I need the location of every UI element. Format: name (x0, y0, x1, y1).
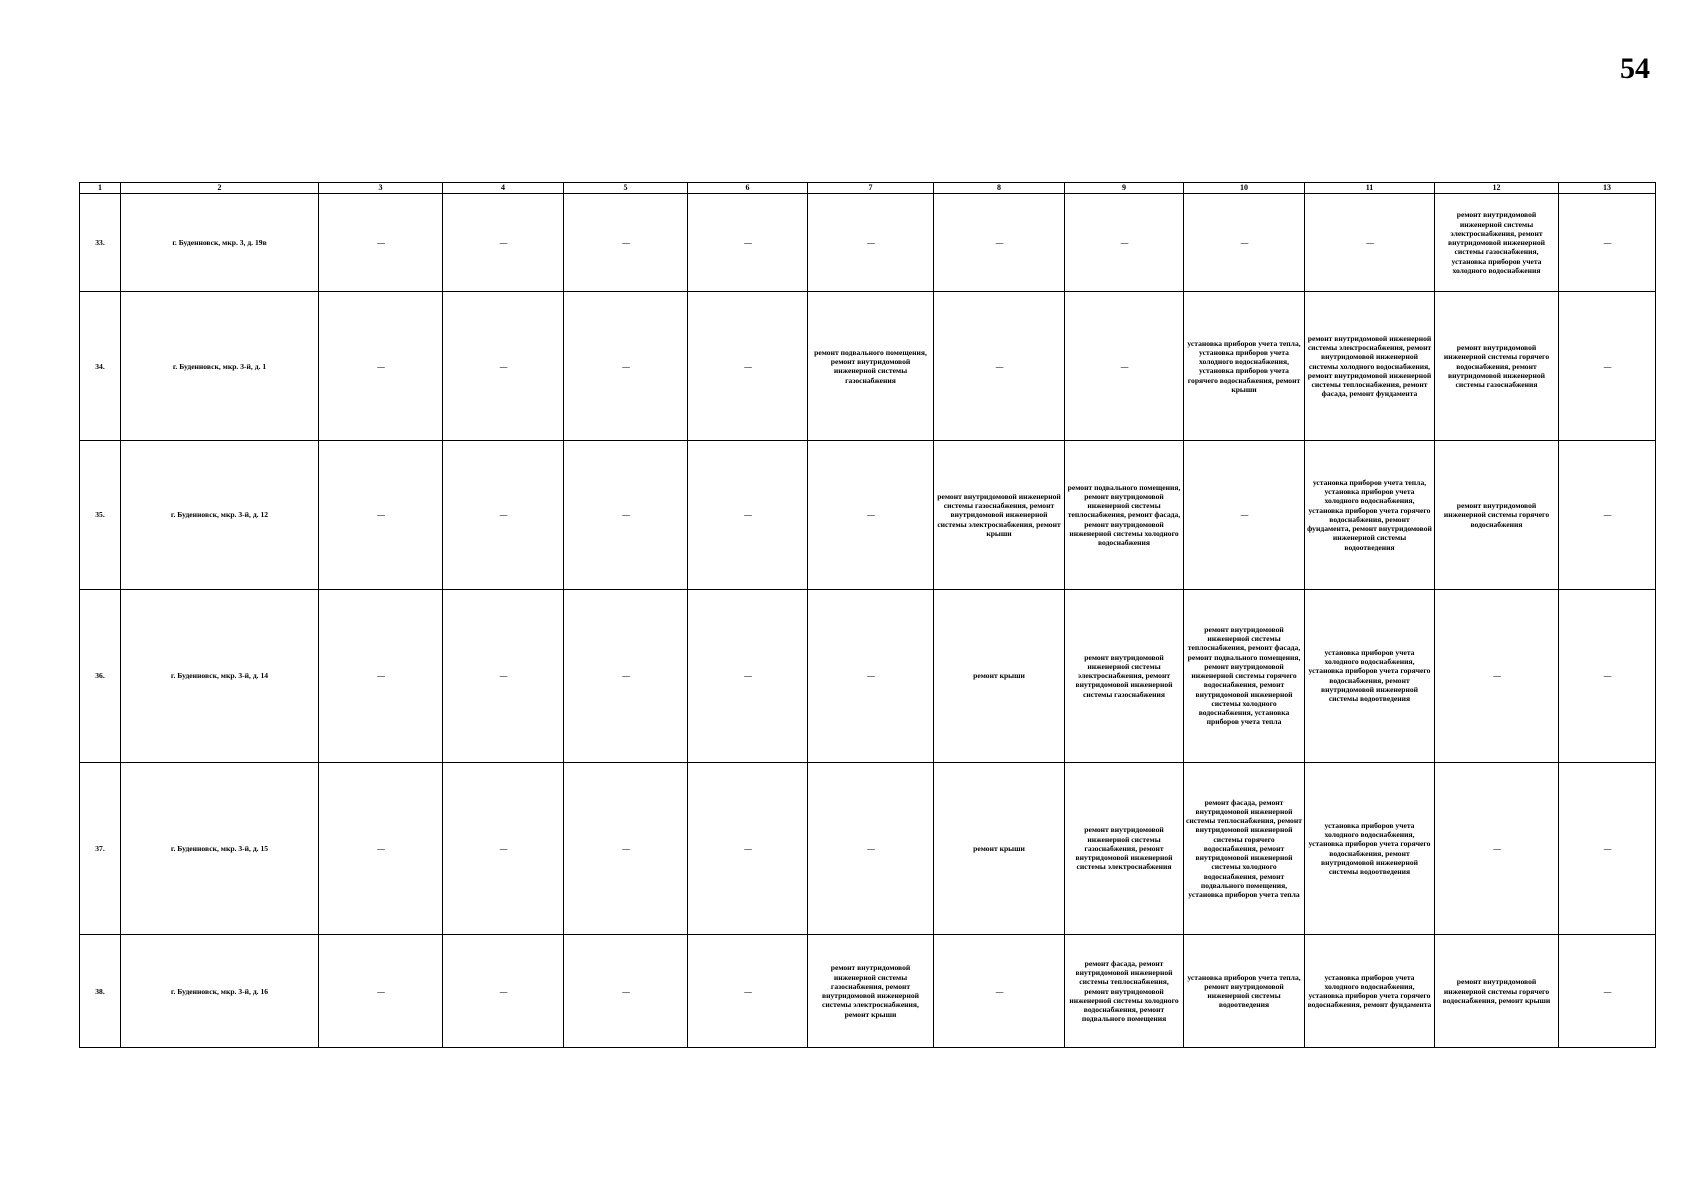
table-cell: — (688, 935, 808, 1048)
table-cell: — (1305, 194, 1435, 292)
table-cell: — (1435, 589, 1559, 762)
column-header: 13 (1559, 183, 1656, 194)
table-cell: — (808, 762, 934, 935)
table-row (80, 935, 1656, 1048)
row-number: 36. (80, 589, 121, 762)
table-cell: — (443, 292, 564, 441)
table-cell: установка приборов учета холодного водоснабжения, установка приборов учета горячего водоснабжения, ремонт внутридомовой инженерной системы водоотведения (1305, 589, 1435, 762)
column-header: 3 (319, 183, 443, 194)
repair-schedule-table (79, 182, 1656, 1048)
table-cell: ремонт подвального помещения, ремонт внутридомовой инженерной системы газоснабжения (808, 292, 934, 441)
table-row (80, 292, 1656, 441)
column-header: 4 (443, 183, 564, 194)
table-cell: — (319, 441, 443, 590)
column-header: 8 (934, 183, 1065, 194)
table-cell: ремонт внутридомовой инженерной системы газоснабжения, ремонт внутридомовой инженерной системы электроснабжения, ремонт крыши (934, 441, 1065, 590)
table-cell: ремонт внутридомовой инженерной системы газоснабжения, ремонт внутридомовой инженерной системы электроснабжения, ремонт крыши (808, 935, 934, 1048)
row-number: 38. (80, 935, 121, 1048)
table-cell: ремонт крыши (934, 762, 1065, 935)
table-cell: ремонт внутридомовой инженерной системы теплоснабжения, ремонт фасада, ремонт подвального помещения, ремонт внутридомовой инженерной системы горячего водоснабжения, ремонт внутридомовой инженерной системы холодного водоснабжения, установка приборов учета тепла (1184, 589, 1305, 762)
table-cell: — (1435, 762, 1559, 935)
table-cell: — (564, 935, 688, 1048)
page-number: 54 (1620, 52, 1650, 85)
table-cell: — (688, 194, 808, 292)
table-cell: — (443, 194, 564, 292)
table-cell: — (1559, 589, 1656, 762)
table-cell: установка приборов учета тепла, установка приборов учета холодного водоснабжения, установка приборов учета горячего водоснабжения, ремонт фундамента, ремонт внутридомовой инженерной системы водоотведения (1305, 441, 1435, 590)
table-cell: — (564, 194, 688, 292)
table-cell: — (1559, 441, 1656, 590)
column-header: 1 (80, 183, 121, 194)
column-header: 7 (808, 183, 934, 194)
table-cell: — (1184, 194, 1305, 292)
table-cell: — (564, 441, 688, 590)
table-cell: — (564, 589, 688, 762)
table-cell: ремонт крыши (934, 589, 1065, 762)
table-cell: — (319, 292, 443, 441)
table-row (80, 762, 1656, 935)
table-cell: — (934, 194, 1065, 292)
table-cell: установка приборов учета холодного водоснабжения, установка приборов учета горячего водоснабжения, ремонт внутридомовой инженерной системы водоотведения (1305, 762, 1435, 935)
table-row (80, 441, 1656, 590)
table-cell: — (688, 441, 808, 590)
table-cell: — (1065, 292, 1184, 441)
table-row (80, 194, 1656, 292)
table-cell: — (564, 762, 688, 935)
table-cell: — (319, 935, 443, 1048)
table-cell: — (319, 762, 443, 935)
table-cell: ремонт подвального помещения, ремонт внутридомовой инженерной системы теплоснабжения, ремонт фасада, ремонт внутридомовой инженерной системы холодного водоснабжения (1065, 441, 1184, 590)
table-row (80, 589, 1656, 762)
column-header: 6 (688, 183, 808, 194)
table-cell: ремонт внутридомовой инженерной системы горячего водоснабжения, ремонт крыши (1435, 935, 1559, 1048)
table-cell: — (808, 589, 934, 762)
table-cell: — (1559, 935, 1656, 1048)
header-row (80, 183, 1656, 194)
column-header: 9 (1065, 183, 1184, 194)
table-cell: — (808, 194, 934, 292)
column-header: 12 (1435, 183, 1559, 194)
column-header: 10 (1184, 183, 1305, 194)
row-address: г. Буденновск, мкр. 3-й, д. 15 (121, 762, 319, 935)
table-cell: — (1065, 194, 1184, 292)
table-cell: — (808, 441, 934, 590)
table-cell: — (319, 589, 443, 762)
table-cell: — (934, 935, 1065, 1048)
table-cell: — (934, 292, 1065, 441)
table-cell: установка приборов учета тепла, установка приборов учета холодного водоснабжения, установка приборов учета горячего водоснабжения, ремонт крыши (1184, 292, 1305, 441)
table-cell: — (1559, 762, 1656, 935)
table-cell: установка приборов учета холодного водоснабжения, установка приборов учета горячего водоснабжения, ремонт фундамента (1305, 935, 1435, 1048)
table-cell: ремонт фасада, ремонт внутридомовой инженерной системы теплоснабжения, ремонт внутридомовой инженерной системы горячего водоснабжения, ремонт внутридомовой инженерной системы холодного водоснабжения, ремонт подвального помещения, установка приборов учета тепла (1184, 762, 1305, 935)
table-cell: установка приборов учета тепла, ремонт внутридомовой инженерной системы водоотведения (1184, 935, 1305, 1048)
row-number: 35. (80, 441, 121, 590)
table-cell: ремонт внутридомовой инженерной системы электроснабжения, ремонт внутридомовой инженерной системы холодного водоснабжения, ремонт внутридомовой инженерной системы теплоснабжения, ремонт фасада, ремонт фундамента (1305, 292, 1435, 441)
table-cell: — (688, 762, 808, 935)
table-cell: ремонт внутридомовой инженерной системы горячего водоснабжения (1435, 441, 1559, 590)
row-number: 34. (80, 292, 121, 441)
row-address: г. Буденновск, мкр. 3-й, д. 1 (121, 292, 319, 441)
table-cell: — (688, 292, 808, 441)
table-cell: — (443, 935, 564, 1048)
table-cell: — (1559, 194, 1656, 292)
row-address: г. Буденновск, мкр. 3-й, д. 14 (121, 589, 319, 762)
table-cell: ремонт внутридомовой инженерной системы газоснабжения, ремонт внутридомовой инженерной системы электроснабжения (1065, 762, 1184, 935)
row-number: 33. (80, 194, 121, 292)
column-header: 11 (1305, 183, 1435, 194)
table-cell: — (1559, 292, 1656, 441)
table-cell: — (564, 292, 688, 441)
row-number: 37. (80, 762, 121, 935)
table-cell: ремонт внутридомовой инженерной системы электроснабжения, ремонт внутридомовой инженерной системы газоснабжения (1065, 589, 1184, 762)
table-cell: — (319, 194, 443, 292)
table-cell: ремонт фасада, ремонт внутридомовой инженерной системы теплоснабжения, ремонт внутридомовой инженерной системы холодного водоснабжения, ремонт подвального помещения (1065, 935, 1184, 1048)
table-cell: — (688, 589, 808, 762)
row-address: г. Буденновск, мкр. 3-й, д. 16 (121, 935, 319, 1048)
column-header: 2 (121, 183, 319, 194)
table-cell: — (443, 441, 564, 590)
table-cell: — (1184, 441, 1305, 590)
table-cell: — (443, 762, 564, 935)
table-cell: ремонт внутридомовой инженерной системы электроснабжения, ремонт внутридомовой инженерной системы газоснабжения, установка приборов учета холодного водоснабжения (1435, 194, 1559, 292)
column-header: 5 (564, 183, 688, 194)
table-cell: ремонт внутридомовой инженерной системы горячего водоснабжения, ремонт внутридомовой инженерной системы газоснабжения (1435, 292, 1559, 441)
row-address: г. Буденновск, мкр. 3-й, д. 12 (121, 441, 319, 590)
table-cell: — (443, 589, 564, 762)
row-address: г. Буденновск, мкр. 3, д. 19в (121, 194, 319, 292)
